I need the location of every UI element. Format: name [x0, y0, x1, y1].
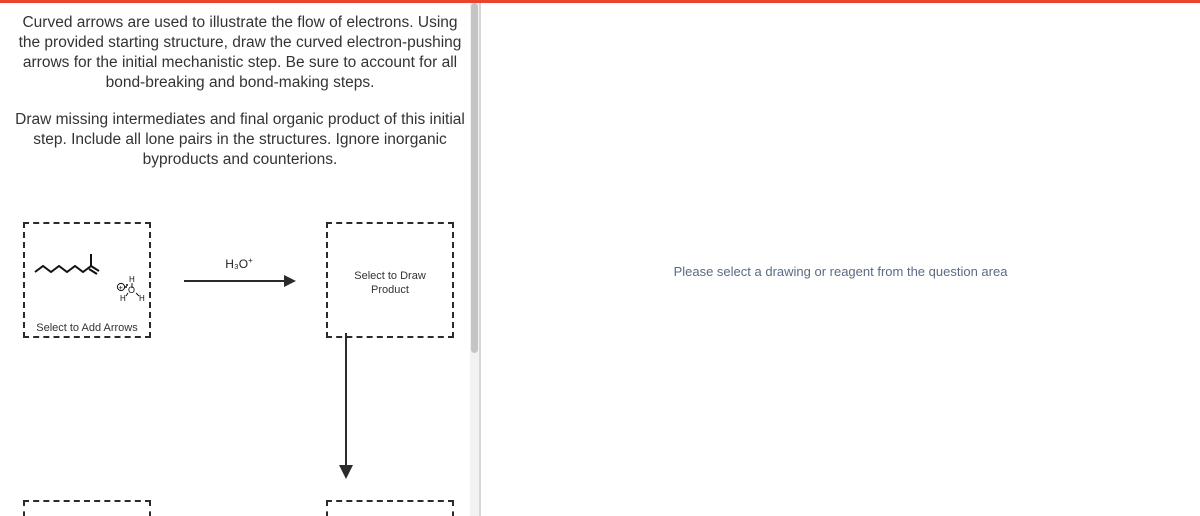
instructions-paragraph-1: Curved arrows are used to illustrate the flow of electrons. Using the provided starting structure, draw the curved electron-pushing arrows for the initial mechanistic step. Be sure to account for all bond-breaking and bond-making steps. [18, 14, 462, 91]
draw-product-box[interactable] [326, 222, 454, 338]
hydronium-h-right: H [139, 294, 145, 302]
question-area [0, 3, 470, 516]
reaction-arrow-icon [184, 274, 298, 288]
hydronium-o: O [128, 285, 136, 295]
next-step-box-right[interactable] [326, 500, 454, 516]
hydronium-h-top: H [129, 275, 135, 284]
product-label-line-2: Product [371, 284, 409, 296]
down-arrow-icon [336, 333, 356, 483]
scrollbar-thumb[interactable] [471, 3, 478, 353]
select-to-add-arrows-label: Select to Add Arrows [36, 322, 138, 334]
lone-pair-dot [125, 286, 127, 288]
alkene-skeleton [35, 266, 91, 272]
reagent-charge: + [248, 256, 253, 265]
instructions-paragraph-2: Draw missing intermediates and final organic product of this initial step. Include all lone pairs in the structures. Ignore inorganic byproducts and counterions. [15, 111, 465, 168]
starting-structure-box[interactable] [23, 222, 151, 338]
lone-pair-dot [126, 284, 128, 286]
reagent-formula: H₃O [225, 257, 249, 271]
select-drawing-message: Please select a drawing or reagent from the question area [673, 264, 1008, 279]
select-to-draw-product-label [328, 269, 452, 297]
starting-structure-drawing [31, 242, 151, 302]
hydronium-h-left: H [120, 294, 126, 302]
reagent-label[interactable] [204, 256, 274, 271]
positive-charge-sign: + [118, 282, 123, 292]
next-step-box-left[interactable] [23, 500, 151, 516]
drawing-panel [481, 3, 1200, 516]
product-label-line-1: Select to Draw [354, 270, 426, 282]
